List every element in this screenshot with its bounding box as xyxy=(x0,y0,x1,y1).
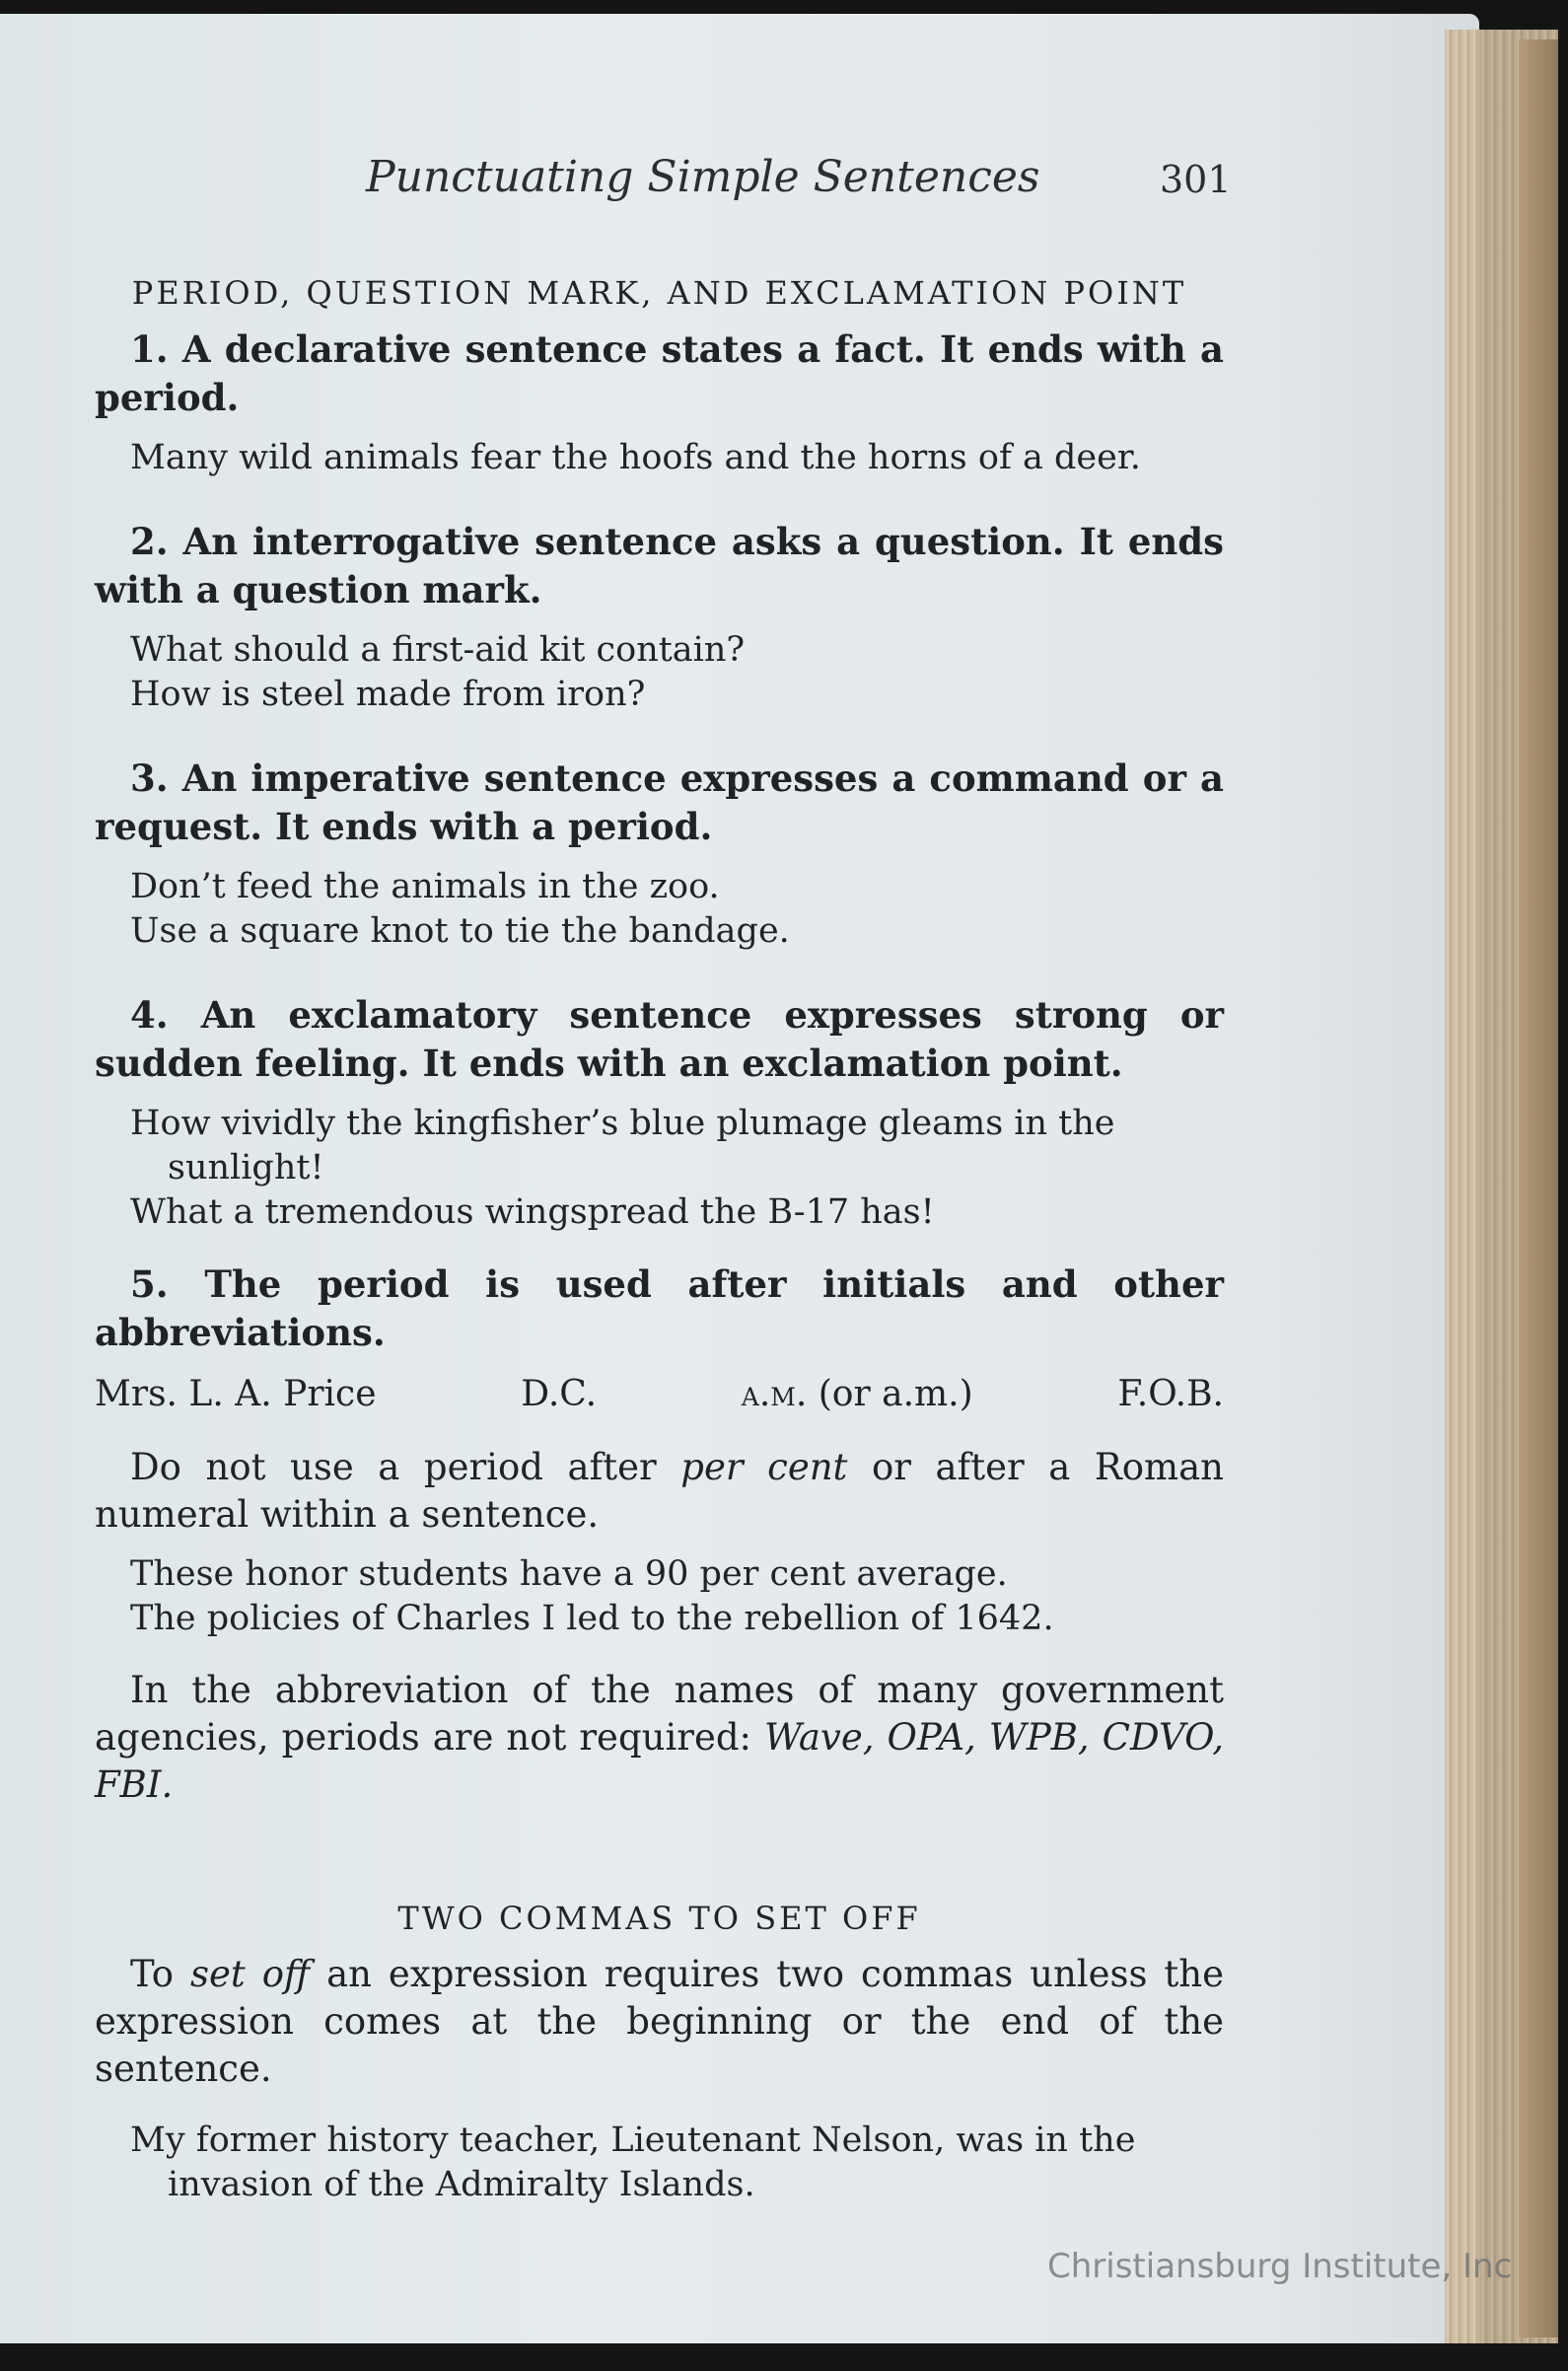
rule-4-examples xyxy=(95,1102,1224,1235)
section-heading-period: PERIOD, QUESTION MARK, AND EXCLAMATION POINT xyxy=(131,274,1187,312)
example-line: These honor students have a 90 per cent average. xyxy=(130,1554,1008,1594)
rule-3: 3. An imperative sentence expresses a command or a request. It ends with a period. xyxy=(95,756,1224,848)
page-content xyxy=(95,148,1232,2207)
page-number: 301 xyxy=(1160,158,1232,201)
abbreviation-examples xyxy=(95,1371,1224,1418)
abbrev-price: Mrs. L. A. Price xyxy=(95,1374,377,1414)
page-header xyxy=(95,148,1232,217)
rule-5: 5. The period is used after initials and other abbreviations. xyxy=(95,1262,1224,1354)
section-heading-commas: TWO COMMAS TO SET OFF xyxy=(397,1900,921,1937)
example-line: Don’t feed the animals in the zoo. xyxy=(130,867,720,906)
note-per-cent: Do not use a period after per cent or after a Roman numeral within a sentence. xyxy=(95,1446,1224,1536)
note-per-cent-examples xyxy=(95,1552,1224,1641)
rule-set-off: To set off an expression requires two commas unless the expression comes at the beginning or the end of the sentence. xyxy=(95,1953,1224,2090)
rule-3-examples xyxy=(95,865,1224,954)
example-line: What a tremendous wingspread the B-17 has! xyxy=(130,1192,935,1232)
abbrev-am: a.m. (or a.m.) xyxy=(741,1374,973,1414)
book-cover-edge xyxy=(1519,39,1558,2337)
rule-2: 2. An interrogative sentence asks a question. It ends with a question mark. xyxy=(95,520,1224,611)
rule-2-examples xyxy=(95,628,1224,717)
rule-1: 1. A declarative sentence states a fact. It ends with a period. xyxy=(95,327,1224,419)
example-line: The policies of Charles I led to the rebellion of 1642. xyxy=(130,1599,1054,1638)
example-line: My former history teacher, Lieutenant Nelson, was in the invasion of the Admiralty Islands. xyxy=(130,2120,1136,2204)
note-agencies: In the abbreviation of the names of many government agencies, periods are not required: Wave, OPA, WPB, CDVO, FBI. xyxy=(95,1669,1225,1806)
watermark: Christiansburg Institute, Inc xyxy=(1047,2247,1513,2286)
abbrev-dc: D.C. xyxy=(521,1374,598,1414)
set-off-examples xyxy=(95,2119,1224,2207)
example-line: How is steel made from iron? xyxy=(130,675,646,714)
example-line: How vividly the kingfisher’s blue plumage gleams in the sunlight! xyxy=(130,1104,1115,1187)
running-title: Punctuating Simple Sentences xyxy=(366,152,1040,202)
example-line: Many wild animals fear the hoofs and the horns of a deer. xyxy=(130,438,1141,477)
example-line: Use a square knot to tie the bandage. xyxy=(130,911,790,951)
rule-1-examples xyxy=(95,436,1224,480)
example-line: What should a first-aid kit contain? xyxy=(130,630,746,670)
abbrev-fob: F.O.B. xyxy=(1117,1374,1224,1414)
rule-4: 4. An exclamatory sentence expresses strong or sudden feeling. It ends with an exclamation point. xyxy=(95,993,1224,1085)
